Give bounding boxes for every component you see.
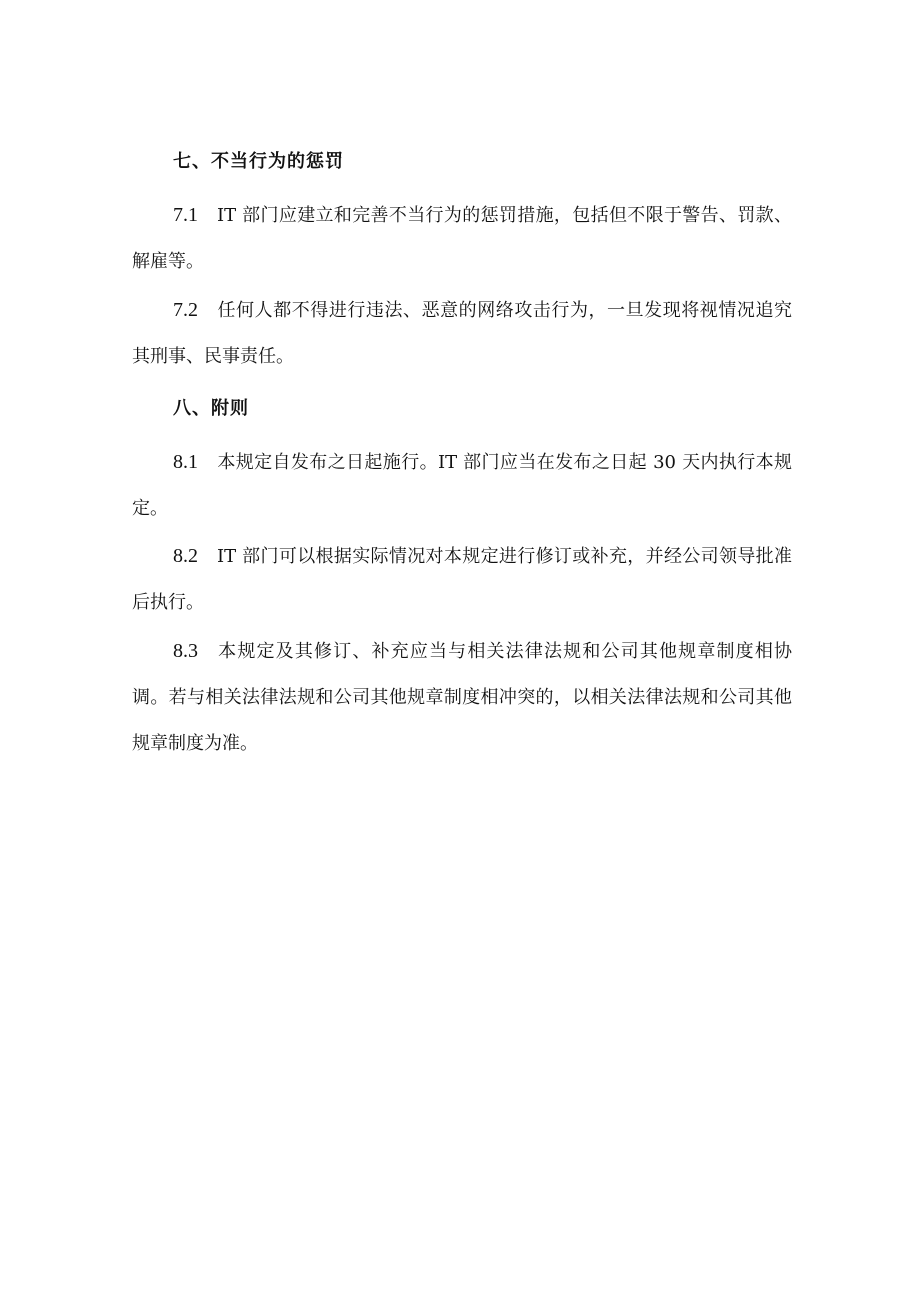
clause-8-1 xyxy=(132,439,792,532)
clause-text: IT 部门可以根据实际情况对本规定进行修订或补充，并经公司领导批准后执行。 xyxy=(132,546,792,613)
clause-7-1 xyxy=(132,192,792,285)
clause-number: 8.2 xyxy=(173,545,198,567)
clause-number: 8.3 xyxy=(173,640,198,662)
clause-text: 本规定自发布之日起施行。IT 部门应当在发布之日起 30 天内执行本规定。 xyxy=(132,452,792,519)
clause-text: 任何人都不得进行违法、恶意的网络攻击行为，一旦发现将视情况追究其刑事、民事责任。 xyxy=(132,300,792,367)
clause-8-2 xyxy=(132,533,792,626)
clause-number: 8.1 xyxy=(173,451,198,473)
clause-text: 本规定及其修订、补充应当与相关法律法规和公司其他规章制度相协调。若与相关法律法规和公司其他规章制度相冲突的，以相关法律法规和公司其他规章制度为准。 xyxy=(132,641,792,754)
clause-8-3 xyxy=(132,628,792,767)
clause-text: IT 部门应建立和完善不当行为的惩罚措施，包括但不限于警告、罚款、解雇等。 xyxy=(132,205,792,272)
clause-number: 7.1 xyxy=(173,204,198,226)
section-heading-8: 八、附则 xyxy=(173,398,249,419)
clause-number: 7.2 xyxy=(173,299,198,321)
clause-7-2 xyxy=(132,287,792,380)
section-heading-7: 七、不当行为的惩罚 xyxy=(173,151,344,172)
